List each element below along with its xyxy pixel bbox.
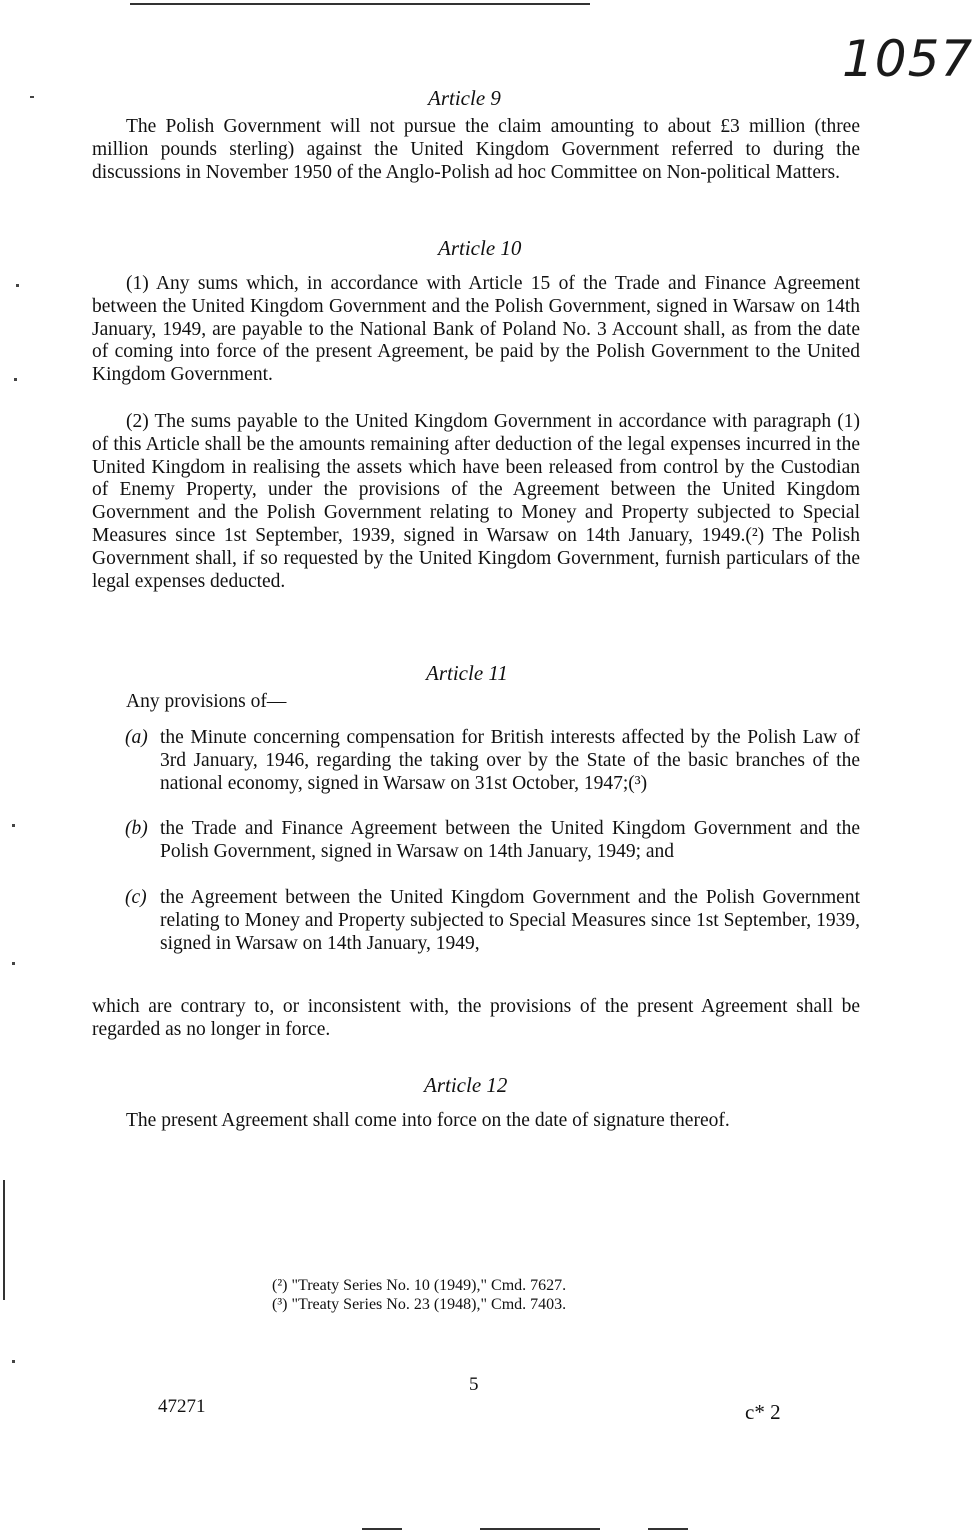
article-12-heading: Article 12 <box>424 1073 508 1097</box>
scan-edge-line <box>130 3 590 5</box>
handwritten-page-number: 1057 <box>842 30 973 88</box>
article-12-paragraph: The present Agreement shall come into force on the date of signature thereof. <box>126 1110 730 1131</box>
scan-speck <box>12 824 15 827</box>
article-10-paragraph-1: (1) Any sums which, in accordance with Article 15 of the Trade and Finance Agreement between the United Kingdom Government and the Polish Government, signed in Warsaw on 14th January, 1949, are payable to the National Bank of Poland No. 3 Account shall, as from the date of coming into force of the present Agreement, be paid by the Polish Government to the United Kingdom Government. <box>92 273 860 386</box>
article-9-heading: Article 9 <box>428 86 501 110</box>
scan-left-margin-line <box>3 1180 5 1300</box>
article-9-paragraph: The Polish Government will not pursue the claim amounting to about £3 million (three million pounds sterling) against the United Kingdom Government referred to during the discussions in November 1950 of the Anglo-Polish ad hoc Committee on Non-political Matters. <box>92 116 860 183</box>
page-number: 5 <box>469 1374 479 1395</box>
footnote-2: (²) "Treaty Series No. 10 (1949)," Cmd. 7627. <box>272 1277 567 1294</box>
scan-speck <box>12 962 15 965</box>
scan-speck <box>14 378 17 381</box>
scan-bottom-mark <box>480 1528 600 1530</box>
article-11-heading: Article 11 <box>426 661 508 685</box>
article-11-provisions: Any provisions of— (a) the Minute concerning compensation for British interests affected by the Polish Law of 3rd January, 1946, regarding the taking over by the State of the basic branches of the national economy, signed in Warsaw on 31st October, 1947;(³) (b) the Trade and Finance Agreement between the United Kingdom Government and the Polish Government, signed in Warsaw on 14th January, 1949; and (c) the Agreement between the United Kingdom Government and the Polish Government relating to Money and Property subjected to Special Measures since 1st September, 1939, signed in Warsaw on 14th January, 1949, <box>125 691 860 954</box>
signature-mark: c* 2 <box>745 1400 781 1424</box>
article-11-closing: which are contrary to, or inconsistent with, the provisions of the present Agreement shall be regarded as no longer in force. <box>92 996 860 1040</box>
print-code: 47271 <box>158 1396 206 1417</box>
footnotes <box>272 1276 566 1314</box>
scan-speck <box>12 1360 15 1363</box>
article-10-paragraph-2: (2) The sums payable to the United Kingdom Government in accordance with paragraph (1) of this Article shall be the amounts remaining after deduction of the legal expenses incurred in the United Kingdom in realising the assets which have been released from control by the Custodian of Enemy Property, under the provisions of the Agreement between the United Kingdom Government and the Polish Government relating to Money and Property subjected to Special Measures since 1st September, 1939, signed in Warsaw on 14th January, 1949.(²) The Polish Government shall, if so requested by the United Kingdom Government, furnish particulars of the legal expenses deducted. <box>92 411 860 592</box>
footnote-3: (³) "Treaty Series No. 23 (1948)," Cmd. 7403. <box>272 1296 567 1313</box>
article-10-heading: Article 10 <box>438 236 522 260</box>
scan-bottom-mark <box>648 1528 688 1530</box>
scan-bottom-mark <box>362 1528 402 1530</box>
scan-speck <box>16 284 19 287</box>
scan-speck <box>30 96 34 98</box>
